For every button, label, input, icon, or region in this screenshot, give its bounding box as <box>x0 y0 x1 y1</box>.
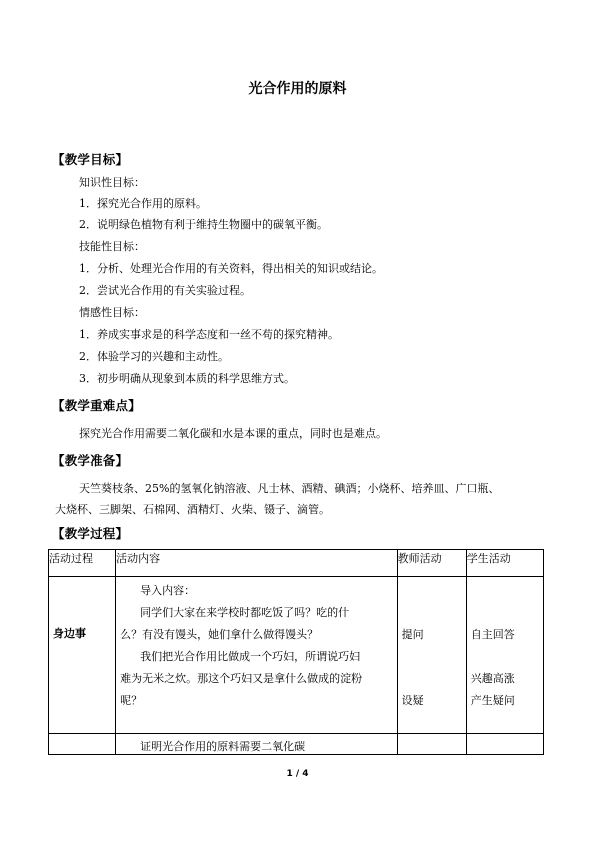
skill-goal-item: 1．分析、处理光合作用的有关资料，得出相关的知识或结论。 <box>79 262 383 275</box>
knowledge-goal-label: 知识性目标： <box>79 176 145 189</box>
process-heading: 【教学过程】 <box>52 526 129 541</box>
goals-heading: 【教学目标】 <box>52 152 129 167</box>
content-line: 我们把光合作用比做成一个巧妇，所谓说巧妇 <box>140 650 361 663</box>
document-title: 光合作用的原料 <box>248 81 347 97</box>
column-header: 活动过程 <box>49 550 116 577</box>
preparation-heading: 【教学准备】 <box>52 453 129 468</box>
stage-label: 身边事 <box>53 627 86 640</box>
student-activity: 产生疑问 <box>470 694 515 707</box>
emotion-goal-label: 情感性目标： <box>79 306 145 319</box>
content-line: 难为无米之炊。那这个巧妇又是拿什么做成的淀粉 <box>120 672 363 685</box>
knowledge-goal-item: 2．说明绿色植物有利于维持生物圈中的碳氧平衡。 <box>79 218 328 231</box>
teacher-cell <box>397 577 466 734</box>
emotion-goal-item: 2．体验学习的兴趣和主动性。 <box>79 350 229 363</box>
content-line: 么？有没有馒头，她们拿什么做得馒头？ <box>120 628 319 641</box>
table-row <box>49 577 544 734</box>
content-line: 同学们大家在来学校时都吃饭了吗？吃的什 <box>140 606 350 619</box>
teacher-activity: 提问 <box>401 628 424 641</box>
key-points-heading: 【教学重难点】 <box>52 398 141 413</box>
skill-goal-label: 技能性目标： <box>79 240 145 253</box>
knowledge-goal-item: 1．探究光合作用的原料。 <box>79 197 207 210</box>
column-header: 活动内容 <box>116 550 398 577</box>
stage-cell <box>49 577 116 734</box>
skill-goal-item: 2．尝试光合作用的有关实验过程。 <box>79 284 251 297</box>
page-number: 1 / 4 <box>286 769 309 779</box>
table-header-row <box>49 550 544 577</box>
emotion-goal-item: 3．初步明确从现象到本质的科学思维方式。 <box>79 372 295 385</box>
content-cell <box>116 734 398 755</box>
student-cell <box>466 577 543 734</box>
preparation-line: 大烧杯、三脚架、石棉网、酒精灯、火柴、镊子、滴管。 <box>55 503 330 516</box>
content-line: 导入内容： <box>140 584 196 597</box>
process-table <box>48 549 544 755</box>
table-row <box>49 734 544 755</box>
content-cell <box>116 577 398 734</box>
student-activity: 兴趣高涨 <box>470 672 515 685</box>
column-header: 学生活动 <box>466 550 543 577</box>
content-line: 呢？ <box>120 694 143 707</box>
column-header: 教师活动 <box>397 550 466 577</box>
content-line: 证明光合作用的原料需要二氧化碳 <box>140 740 306 753</box>
teacher-activity: 设疑 <box>401 694 424 707</box>
emotion-goal-item: 1．养成实事求是的科学态度和一丝不苟的探究精神。 <box>79 328 339 341</box>
preparation-line: 天竺葵枝条、25%的氢氧化钠溶液、凡士林、酒精、碘酒；小烧杯、培养皿、广口瓶、 <box>79 482 500 495</box>
key-points-text: 探究光合作用需要二氧化碳和水是本课的重点，同时也是难点。 <box>79 427 387 440</box>
student-activity: 自主回答 <box>470 628 515 641</box>
